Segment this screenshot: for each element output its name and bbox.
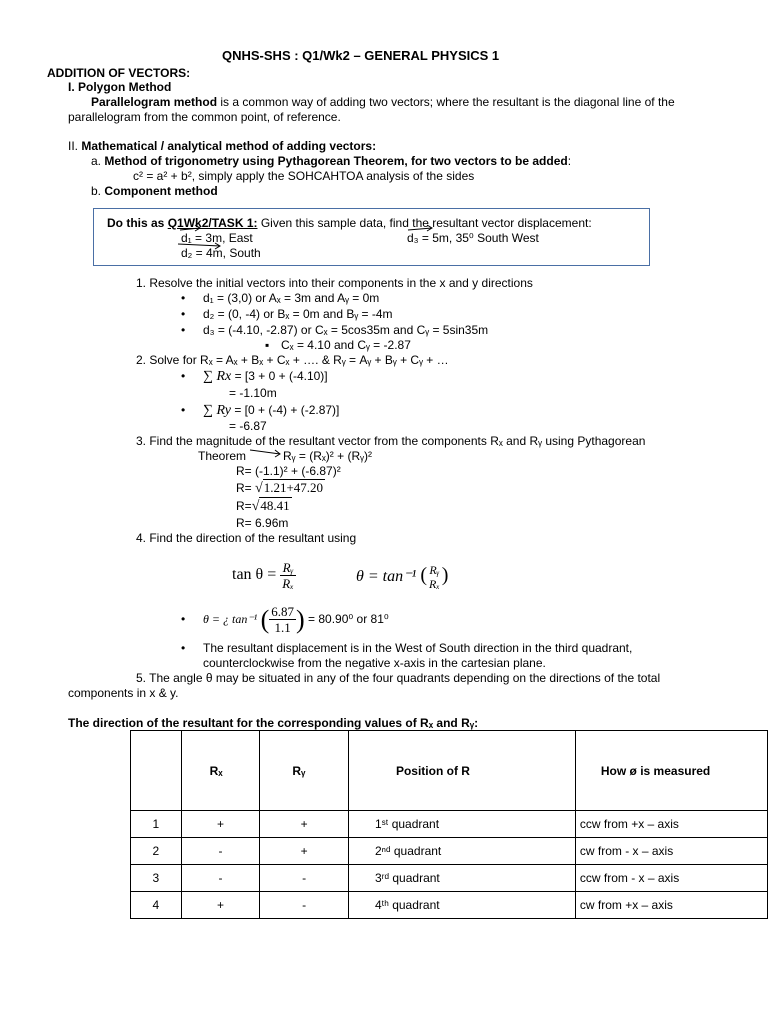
table-cell: 4ᵗʰ quadrant — [348, 892, 575, 919]
step-4: 4. Find the direction of the resultant using — [136, 531, 357, 545]
table-caption: The direction of the resultant for the corresponding values of Rₓ and Rᵧ: — [68, 716, 479, 730]
table-cell: 2 — [131, 838, 182, 865]
direction-note-2: counterclockwise from the negative x-axis in the cartesian plane. — [203, 656, 546, 670]
method-a-formula: c² = a² + b², simply apply the SOHCAHTOA analysis of the sides — [133, 169, 475, 183]
parallelogram-line1 — [91, 95, 675, 109]
task-label: Q1Wk2/TASK 1: — [167, 216, 258, 230]
direction-note-1: • The resultant displacement is in the West of South direction in the third quadrant, — [203, 641, 632, 655]
magnitude-eq-1: Rᵧ = (Rₓ)² + (Rᵧ)² — [283, 449, 372, 463]
task-text: Given this sample data, find the resultant vector displacement: — [257, 216, 592, 230]
table-header-cell: How ø is measured — [575, 731, 767, 811]
sum-rx — [203, 369, 328, 384]
table-cell: - — [260, 865, 349, 892]
parallelogram-term: Parallelogram method — [91, 95, 218, 109]
method-a-colon: : — [567, 154, 572, 168]
method-a — [91, 154, 571, 168]
magnitude-result: R= 6.96m — [236, 516, 289, 530]
magnitude-eq-4 — [236, 499, 292, 514]
theta-fraction — [427, 563, 442, 591]
table-cell: ccw from +x – axis — [575, 811, 767, 838]
theta-calc-den: 1.1 — [274, 620, 291, 636]
tan-fraction-den: Rₓ — [282, 575, 294, 591]
step-5-cont: components in x & y. — [68, 686, 179, 700]
theta-calc-fraction — [269, 604, 296, 635]
magnitude-eq-4-prefix: R= — [236, 499, 252, 513]
magnitude-eq-2: R= (-1.1)² + (-6.87)² — [236, 464, 341, 478]
table-header-cell: Position of R — [348, 731, 575, 811]
task-d3: d₃ = 5m, 35⁰ South West — [407, 231, 539, 245]
magnitude-eq-3-radicand: 1.21+47.20 — [263, 480, 324, 495]
task-d1: d₁ = 3m, East — [181, 231, 253, 245]
polygon-heading: I. Polygon Method — [68, 80, 172, 94]
theta-calculation — [203, 604, 389, 638]
method-b-label: b. — [91, 184, 105, 198]
table-cell: cw from - x – axis — [575, 838, 767, 865]
sum-ry-expression: = [0 + (-4) + (-2.87)] — [231, 403, 340, 417]
sum-rx-expression: = [3 + 0 + (-4.10)] — [231, 369, 328, 383]
step-1-item: • d₂ = (0, -4) or Bₓ = 0m and Bᵧ = -4m — [203, 307, 393, 321]
step-1-item: • d₁ = (3,0) or Aₓ = 3m and Aᵧ = 0m — [203, 291, 379, 305]
paren-open-icon: ( — [420, 564, 428, 586]
tan-fraction — [280, 560, 296, 591]
sum-rx-value: = -1.10m — [229, 386, 277, 400]
sum-ry — [203, 403, 339, 418]
table-cell: - — [181, 865, 260, 892]
table-cell: + — [260, 811, 349, 838]
tan-fraction-num: Rᵧ — [280, 560, 296, 576]
table-row — [131, 838, 768, 865]
theta-calc-num: 6.87 — [271, 604, 295, 620]
page-title: QNHS-SHS : Q1/Wk2 – GENERAL PHYSICS 1 — [222, 48, 500, 63]
section-heading: ADDITION OF VECTORS: — [47, 66, 191, 80]
parallelogram-text: is a common way of adding two vectors; where the resultant is the diagonal line of the — [217, 95, 675, 109]
magnitude-eq-4-radicand: 48.41 — [260, 498, 290, 513]
sum-rx-symbol: ∑ Rx — [203, 369, 232, 384]
sum-ry-value: = -6.87 — [229, 419, 267, 433]
step-3-theorem: Theorem — [198, 449, 247, 463]
tan-formula — [232, 558, 296, 592]
table-cell: cw from +x – axis — [575, 892, 767, 919]
theta-calc-result: = 80.90⁰ or 81⁰ — [304, 612, 389, 626]
table-header-cell — [131, 731, 182, 811]
paren-close-icon: ) — [296, 604, 305, 634]
theta-formula — [356, 558, 448, 592]
task-d2: d₂ = 4m, South — [181, 246, 261, 260]
step-1-subitem: ▪ Cₓ = 4.10 and Cᵧ = -2.87 — [281, 338, 411, 352]
sqrt-icon: √ — [251, 499, 260, 514]
table-cell: + — [260, 838, 349, 865]
table-cell: 3ʳᵈ quadrant — [348, 865, 575, 892]
method-a-label: a. — [91, 154, 105, 168]
table-cell: 1ˢᵗ quadrant — [348, 811, 575, 838]
method-b — [91, 184, 218, 198]
paren-open-icon: ( — [260, 604, 270, 634]
analytical-heading — [68, 139, 376, 153]
step-1-item: • d₃ = (-4.10, -2.87) or Cₓ = 5cos35m and Cᵧ = 5sin35m — [203, 323, 488, 337]
method-b-title: Component method — [104, 184, 218, 198]
step-1: 1. Resolve the initial vectors into their components in the x and y directions — [136, 276, 533, 290]
magnitude-eq-3-prefix: R= — [236, 481, 256, 495]
analytical-numeral: II. — [68, 139, 82, 153]
table-cell: 2ⁿᵈ quadrant — [348, 838, 575, 865]
table-cell: 4 — [131, 892, 182, 919]
table-header-cell: Rᵧ — [260, 731, 349, 811]
tan-formula-lhs: tan θ = — [232, 566, 277, 583]
magnitude-eq-3 — [236, 481, 325, 496]
parallelogram-line2: parallelogram from the common point, of reference. — [68, 110, 341, 124]
step-2: 2. Solve for Rₓ = Aₓ + Bₓ + Cₓ + …. & Rᵧ = Aᵧ + Bᵧ + Cᵧ + … — [136, 353, 449, 367]
theorem-arrow — [248, 446, 288, 460]
method-a-title: Method of trigonometry using Pythagorean Theorem, for two vectors to be added — [104, 154, 568, 168]
analytical-heading-text: Mathematical / analytical method of adding vectors: — [81, 139, 377, 153]
table-row — [131, 892, 768, 919]
table-row — [131, 811, 768, 838]
direction-table — [130, 730, 768, 919]
sqrt-icon: √ — [255, 481, 263, 496]
table-cell: - — [260, 892, 349, 919]
theta-formula-lhs: θ = tan⁻¹ — [356, 568, 417, 585]
table-cell: + — [181, 892, 260, 919]
table-header-row — [131, 731, 768, 811]
theta-fraction-den: Rₓ — [429, 577, 440, 592]
theta-calc-prefix: θ = ¿ tan⁻¹ — [203, 612, 258, 626]
paren-close-icon: ) — [441, 564, 449, 586]
step-5: 5. The angle θ may be situated in any of the four quadrants depending on the directions of the total — [136, 671, 661, 685]
step-3: 3. Find the magnitude of the resultant vector from the components Rₓ and Rᵧ using Pythagorean — [136, 434, 646, 448]
theta-fraction-num: Rᵧ — [429, 563, 440, 578]
table-header-cell: Rₓ — [181, 731, 260, 811]
table-cell: - — [181, 838, 260, 865]
table-cell: 3 — [131, 865, 182, 892]
table-cell: 1 — [131, 811, 182, 838]
table-cell: ccw from - x – axis — [575, 865, 767, 892]
table-cell: + — [181, 811, 260, 838]
sum-ry-symbol: ∑ Ry — [203, 403, 231, 418]
task-prefix: Do this as — [107, 216, 168, 230]
table-row — [131, 865, 768, 892]
